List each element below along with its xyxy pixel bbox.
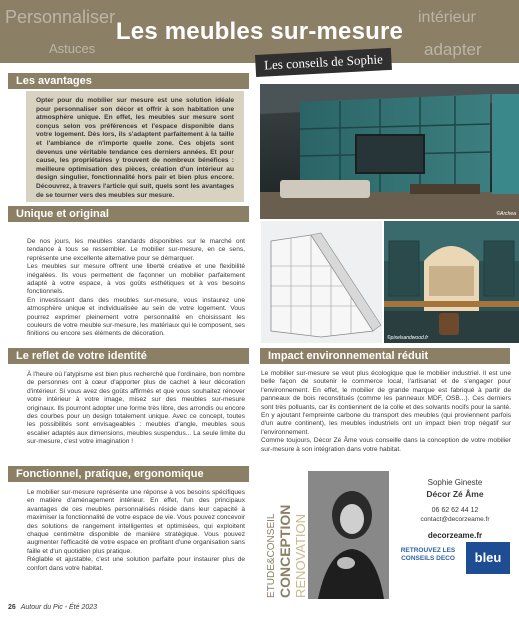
retrouvez-conseils: RETROUVEZ LES CONSEILS DECO [400,547,456,562]
vertical-text-etude: ETUDE&CONSEIL [266,513,277,598]
france-bleu-logo: bleu [466,542,510,574]
services-vertical-text [263,472,309,600]
contact-email[interactable]: contact@decorzeame.fr [420,516,490,523]
header-word-astuces: Astuces [49,41,96,56]
impact-text [261,370,511,454]
reflet-text [27,371,245,447]
avantages-box [26,91,244,202]
contact-name: Sophie Gineste [427,478,483,487]
photo-credit-archea: ©Archea [496,211,516,217]
section-heading-unique: Unique et original [8,206,249,222]
unique-paragraph-3: En investissant dans des meubles sur-mesure, vous instaurez une atmosphère unique et individualisée au sein de votre logement. Vous pourrez exprimer pleinement votre personnalité en choisissant les couleurs de votre meuble sur-mesure, les matériaux qui le composent, ses finitions ou encore ses éléments de décoration. [27,296,245,338]
vertical-services-svg [263,472,309,600]
living-room-photo [260,84,519,219]
avantages-text: Opter pour du mobilier sur mesure est une solution idéale pour personnaliser son décor et offrir à son habitation une atmosphère unique. En effet, les meubles sur mesure sont conçus selon vos préférences et l'espace disponible dans votre logement. Dès lors, ils s'adaptent parfaitement à la taille et l'ambiance de n'importe quelle zone. Ces objets sont devenus une véritable tendance ces derniers années. Et pour cause, les propriétaires y trouvent de nombreux bénéfices : meilleure optimisation des pièces, création d'un intérieur au design singulier, fonctionnalité hors pair et bien plus encore. Découvrez, à travers l'article qui suit, quels sont les avantages de se tourner vers des meubles sur mesure. [36,97,234,199]
header-word-interieur: intérieur [418,9,476,26]
header-band [0,0,519,63]
unique-paragraph-1: De nos jours, les meubles standards disponibles sur le marché ont tendance à tous se ressembler. Le mobilier sur-mesure, en ce sens, représente une excellente alternative pour se démarquer. [27,238,245,262]
impact-paragraph-2: Comme toujours, Décor Zé Âme vous conseille dans la conception de votre mobilier sur-mesure à son intégration dans votre habitat. [261,437,511,453]
living-room-illustration [260,84,519,219]
issue-name: Autour du Pic - Été 2023 [20,604,98,611]
contact-website[interactable]: decorzeame.fr [427,531,483,540]
fonctionnel-paragraph-2: Réglable et ajustable, c'est une solution parfaite pour instaurer plus de confort dans votre habitat. [27,556,245,572]
fonctionnel-paragraph-1: Le mobilier sur-mesure représente une réponse à vos besoins spécifiques en matière d'aménagement intérieur. En effet, l'un des principaux avantages de ces meubles personnalisés réside dans leur capacité à maximiser la fonctionnalité de votre espace de vie. Vous pouvez concevoir des solutions de rangement intelligentes et optimisées, qui exploitent chaque centimètre disponible de manière stratégique. Vous pouvez augmenter l'efficacité de votre espace en profitant d'une organisation sans faille et d'un quotidien plus pratique. [27,489,245,555]
teal-office-photo [384,221,519,343]
sophie-portrait [308,471,389,599]
section-heading-fonctionnel: Fonctionnel, pratique, ergonomique [8,466,249,482]
teal-office-illustration [384,221,519,343]
section-heading-reflet: Le reflet de votre identité [8,348,249,364]
contact-card [392,476,518,540]
section-heading-impact: Impact environnemental réduit [260,348,510,364]
page-footer [8,604,97,611]
portrait-illustration [308,471,389,599]
under-stairs-cabinet-drawing [261,221,382,343]
unique-text [27,238,245,339]
section-heading-avantages: Les avantages [8,73,249,89]
vertical-text-renovation: RENOVATION [293,513,308,598]
furniture-drawing [261,221,382,343]
header-word-personnaliser: Personnaliser [5,7,116,27]
reflet-paragraph: À l'heure où l'atypisme est bien plus recherché que l'ordinaire, bon nombre de personnes ont à cœur d'apporter plus de cachet à leur décoration d'intérieur. Si vous avez des goûts affirmés et que vous souhaitez rénover votre intérieur à votre image, misez sur des meubles sur-mesure originaux. Ils pourront adopter une forme très libre, des arrondis ou encore des courbes pour un design totalement unique. Avec ce concept, toutes les possibilités sont envisageables : meubles d'angle, meubles sous escalier adaptés aux dimensions, meubles suspendus... La seule limite du sur-mesure, c'est votre imagination ! [27,371,245,446]
impact-paragraph-1: Le mobilier sur-mesure se veut plus écologique que le mobilier industriel. Il est une belle façon de soutenir le commerce local, l'artisanat et de s'engager pour l'environnement. En effet, le mobilier de grande marque est fabriqué à partir de panneaux de bois reconstitués (comme les panneaux MDF, OSB...). Ces derniers sont très polluants, car ils contiennent de la colle et des solvants nocifs pour la santé. En y ajoutant l'empreinte carbone du transport des meubles (qui proviennent parfois d'un autre continent), les meubles industriels ont un impact bien trop négatif sur l'environnement. [261,370,511,436]
unique-paragraph-2: Les meubles sur mesure offrent une liberté créative et une flexibilité inégalées. Ils vous permettent de façonner un mobilier parfaitement adapté à votre espace, à vos goûts esthétiques et à vos besoins fonctionnels. [27,263,245,296]
page-number: 26 [8,604,16,611]
page-title: Les meubles sur-mesure [115,18,404,45]
conseils-badge: Les conseils de Sophie [255,48,392,77]
contact-brand: Décor Zé Âme [426,489,484,499]
contact-phone[interactable]: 06 62 62 44 12 [431,507,479,514]
photo-credit-pixelsandwood: ©pixelsandwood.fr [387,335,429,341]
fonctionnel-text [27,489,245,573]
header-word-adapter: adapter [424,40,482,59]
vertical-text-conception: CONCEPTION [277,504,293,598]
